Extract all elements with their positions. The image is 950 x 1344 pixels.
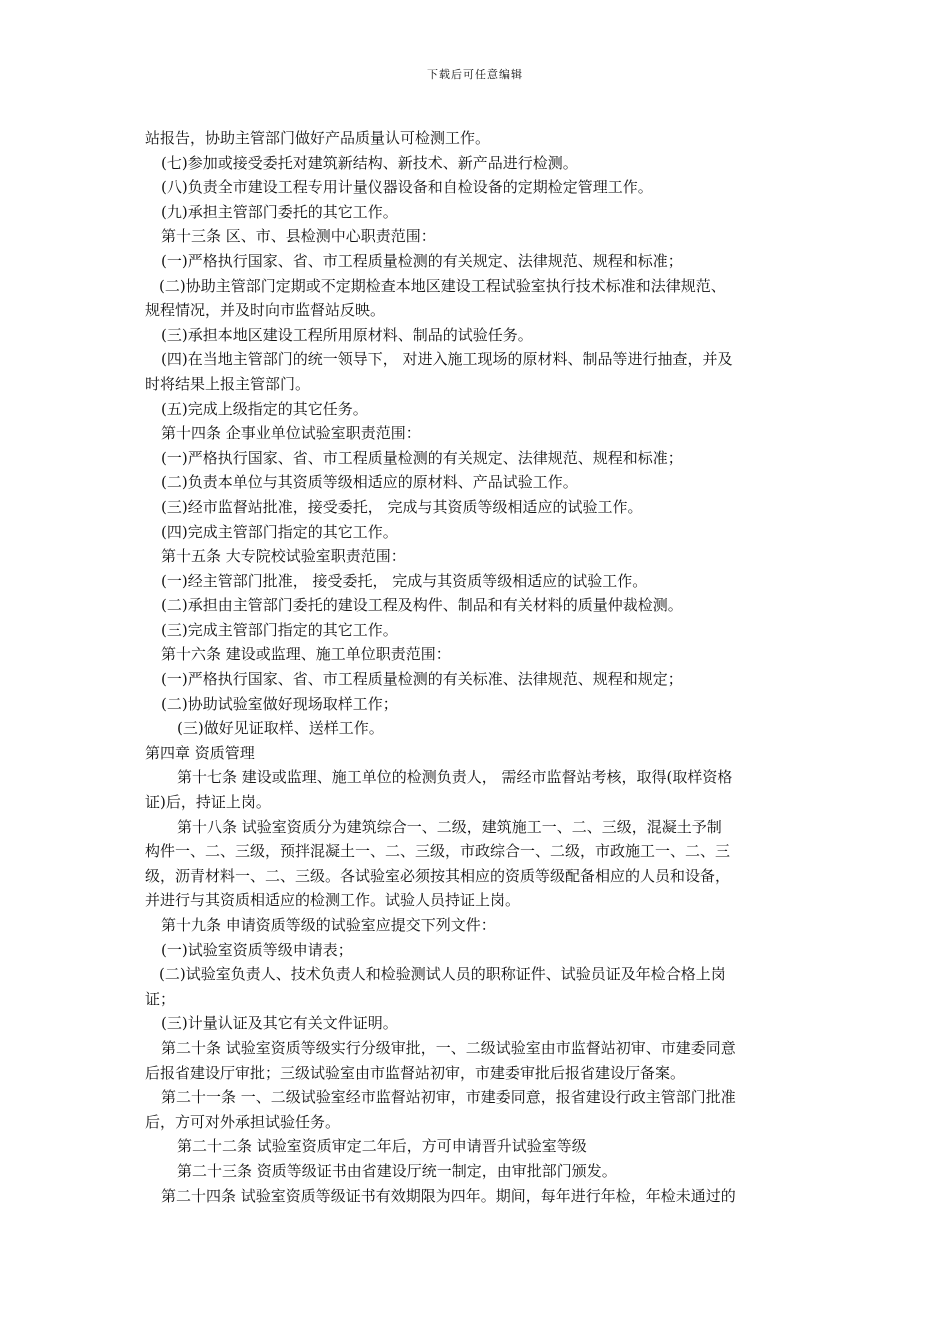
article-heading: 第十四条 企事业单位试验室职责范围： bbox=[161, 424, 421, 443]
text-line: 后报省建设厅审批；三级试验室由市监督站初审，市建委审批后报省建设厅备案。 bbox=[145, 1063, 686, 1082]
text-line: (三)经市监督站批准，接受委托， 完成与其资质等级相适应的试验工作。 bbox=[161, 497, 643, 516]
text-line: 证)后，持证上岗。 bbox=[145, 793, 271, 812]
text-line: (二)协助试验室做好现场取样工作； bbox=[161, 694, 398, 713]
article-heading: 第二十三条 资质等级证书由省建设厅统一制定，由审批部门颁发。 bbox=[177, 1161, 617, 1180]
text-line: (一)严格执行国家、省、市工程质量检测的有关规定、法律规范、规程和标准； bbox=[161, 448, 683, 467]
text-line: (八)负责全市建设工程专用计量仪器设备和自检设备的定期检定管理工作。 bbox=[161, 178, 653, 197]
article-heading: 第十五条 大专院校试验室职责范围： bbox=[161, 547, 406, 566]
article-heading: 第十三条 区、市、县检测中心职责范围： bbox=[161, 227, 436, 246]
article-heading: 第二十一条 一、二级试验室经市监督站初审，市建委同意，报省建设行政主管部门批准 bbox=[161, 1088, 736, 1107]
text-line: 证； bbox=[145, 989, 176, 1008]
text-line: (四)在当地主管部门的统一领导下， 对进入施工现场的原材料、制品等进行抽查，并及 bbox=[161, 350, 733, 369]
text-line: (二)试验室负责人、技术负责人和检验测试人员的职称证件、试验员证及年检合格上岗 bbox=[159, 965, 726, 984]
text-line: 时将结果上报主管部门。 bbox=[145, 374, 311, 393]
text-line: (四)完成主管部门指定的其它工作。 bbox=[161, 522, 398, 541]
text-line: (三)做好见证取样、送样工作。 bbox=[177, 719, 384, 738]
text-line: 级，沥青材料一、二、三级。各试验室必须按其相应的资质等级配备相应的人员和设备， bbox=[145, 866, 731, 885]
document-body bbox=[145, 126, 810, 1208]
article-heading: 第二十四条 试验室资质等级证书有效期限为四年。期间，每年进行年检，年检未通过的 bbox=[161, 1186, 736, 1205]
text-line: (五)完成上级指定的其它任务。 bbox=[161, 399, 368, 418]
text-line: (九)承担主管部门委托的其它工作。 bbox=[161, 202, 398, 221]
chapter-heading: 第四章 资质管理 bbox=[145, 743, 255, 762]
page-header: 下载后可任意编辑 bbox=[427, 68, 523, 81]
text-line: 站报告，协助主管部门做好产品质量认可检测工作。 bbox=[145, 129, 491, 147]
article-heading: 第十六条 建设或监理、施工单位职责范围： bbox=[161, 645, 451, 664]
text-line: 后，方可对外承担试验任务。 bbox=[145, 1112, 341, 1131]
text-line: (二)承担由主管部门委托的建设工程及构件、制品和有关材料的质量仲裁检测。 bbox=[161, 596, 683, 615]
text-line: 并进行与其资质相适应的检测工作。试验人员持证上岗。 bbox=[145, 891, 521, 910]
text-line: (七)参加或接受委托对建筑新结构、新技术、新产品进行检测。 bbox=[161, 153, 578, 172]
text-line: (二)协助主管部门定期或不定期检查本地区建设工程试验室执行技术标准和法律规范、 bbox=[159, 276, 726, 295]
text-line: (二)负责本单位与其资质等级相适应的原材料、产品试验工作。 bbox=[161, 473, 578, 492]
text-line: (一)经主管部门批准， 接受委托， 完成与其资质等级相适应的试验工作。 bbox=[161, 571, 648, 590]
article-heading: 第十九条 申请资质等级的试验室应提交下列文件： bbox=[161, 916, 496, 934]
text-line: 规程情况，并及时向市监督站反映。 bbox=[145, 301, 386, 320]
article-heading: 第二十条 试验室资质等级实行分级审批，一、二级试验室由市监督站初审、市建委同意 bbox=[161, 1038, 736, 1057]
text-line: (一)试验室资质等级申请表； bbox=[161, 940, 353, 959]
text-line: (一)严格执行国家、省、市工程质量检测的有关标准、法律规范、规程和规定； bbox=[161, 670, 683, 689]
text-line: 构件一、二、三级，预拌混凝土一、二、三级，市政综合一、二级，市政施工一、二、三 bbox=[145, 842, 731, 861]
article-heading: 第二十二条 试验室资质审定二年后，方可申请晋升试验室等级 bbox=[177, 1137, 587, 1156]
text-line: (一)严格执行国家、省、市工程质量检测的有关规定、法律规范、规程和标准； bbox=[161, 251, 683, 270]
article-heading: 第十七条 建设或监理、施工单位的检测负责人， 需经市监督站考核，取得(取样资格 bbox=[177, 768, 733, 787]
text-line: (三)计量认证及其它有关文件证明。 bbox=[161, 1014, 398, 1033]
text-line: (三)承担本地区建设工程所用原材料、制品的试验任务。 bbox=[161, 325, 533, 344]
text-line: (三)完成主管部门指定的其它工作。 bbox=[161, 620, 398, 639]
article-heading: 第十八条 试验室资质分为建筑综合一、二级，建筑施工一、二、三级，混凝土予制 bbox=[177, 817, 722, 836]
